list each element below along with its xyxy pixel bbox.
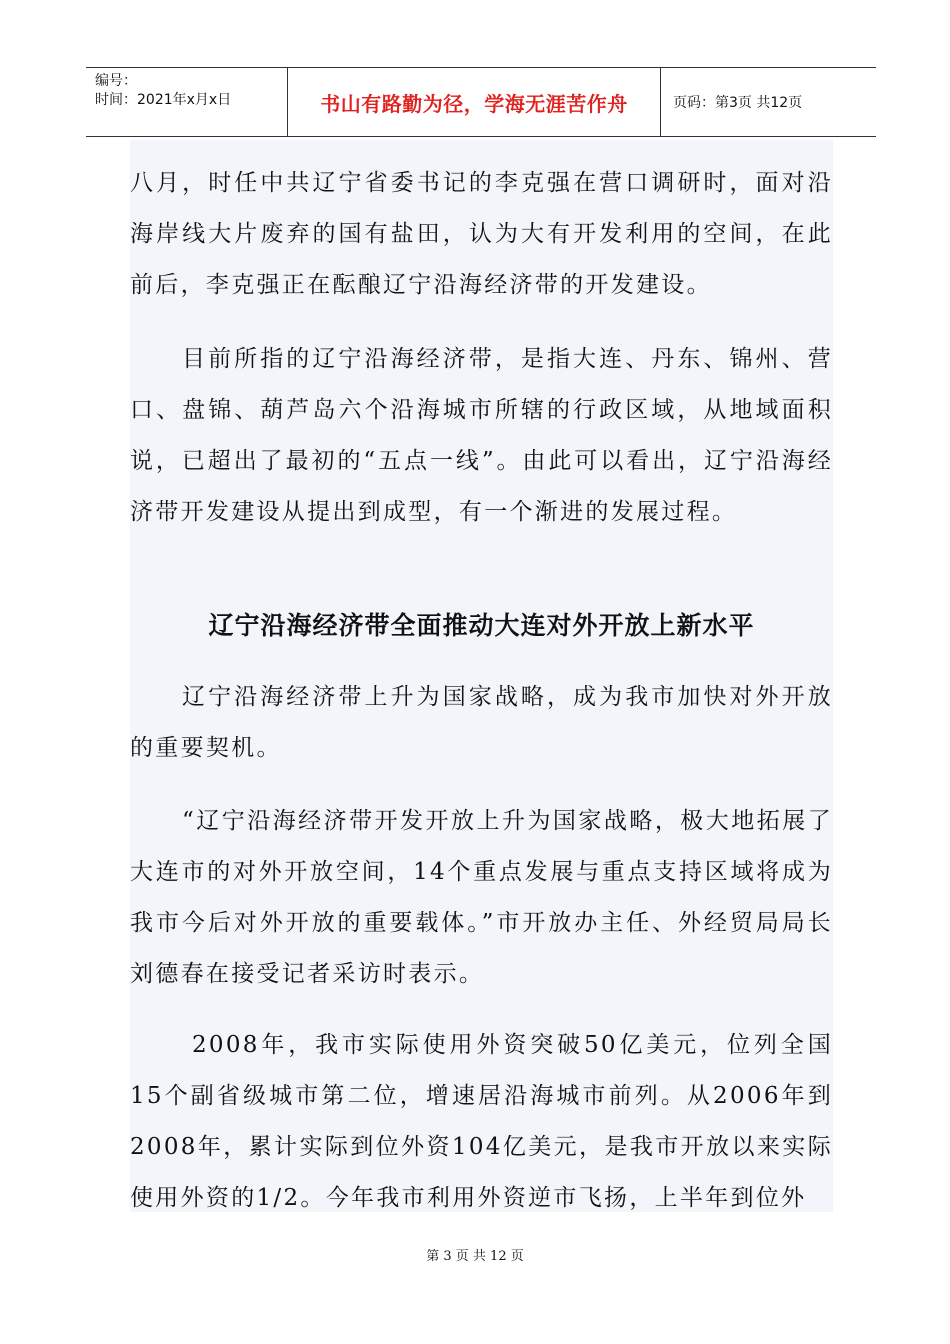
document-body [130,140,833,1212]
page-label: 页码：第3页 共12页 [673,95,803,111]
paragraph-3: 辽宁沿海经济带上升为国家战略，成为我市加快对外开放的重要契机。 [130,684,833,761]
page-footer: 第 3 页 共 12 页 [426,1249,524,1264]
paragraph-2: 目前所指的辽宁沿海经济带，是指大连、丹东、锦州、营口、盘锦、葫芦岛六个沿海城市所辖的行政区域，从地域面积说，已超出了最初的“五点一线”。由此可以看出，辽宁沿海经济带开发建设从提出到成型，有一个渐进的发展过程。 [130,346,833,525]
time-label: 时间：2021年x月x日 [95,92,232,108]
motto-text: 书山有路勤为径，学海无涯苦作舟 [320,91,628,116]
paragraph-4: “辽宁沿海经济带开发开放上升为国家战略，极大地拓展了大连市的对外开放空间，14个重点发展与重点支持区域将成为我市今后对外开放的重要载体。”市开放办主任、外经贸局局长刘德春在接受记者采访时表示。 [130,808,833,987]
page-header [86,67,876,137]
paragraph-1: 八月，时任中共辽宁省委书记的李克强在营口调研时，面对沿海岸线大片废弃的国有盐田，认为大有开发利用的空间，在此前后，李克强正在酝酿辽宁沿海经济带的开发建设。 [130,170,833,298]
header-page-cell [661,68,876,136]
header-meta [86,68,287,136]
header-motto-cell [287,68,661,136]
section-heading: 辽宁沿海经济带全面推动大连对外开放上新水平 [208,611,755,640]
number-label: 编号： [95,73,137,89]
paragraph-5: 2008年，我市实际使用外资突破50亿美元，位列全国15个副省级城市第二位，增速居沿海城市前列。从2006年到2008年，累计实际到位外资104亿美元，是我市开放以来实际使用外资的1/2。今年我市利用外资逆市飞扬，上半年到位外 [130,1032,833,1211]
